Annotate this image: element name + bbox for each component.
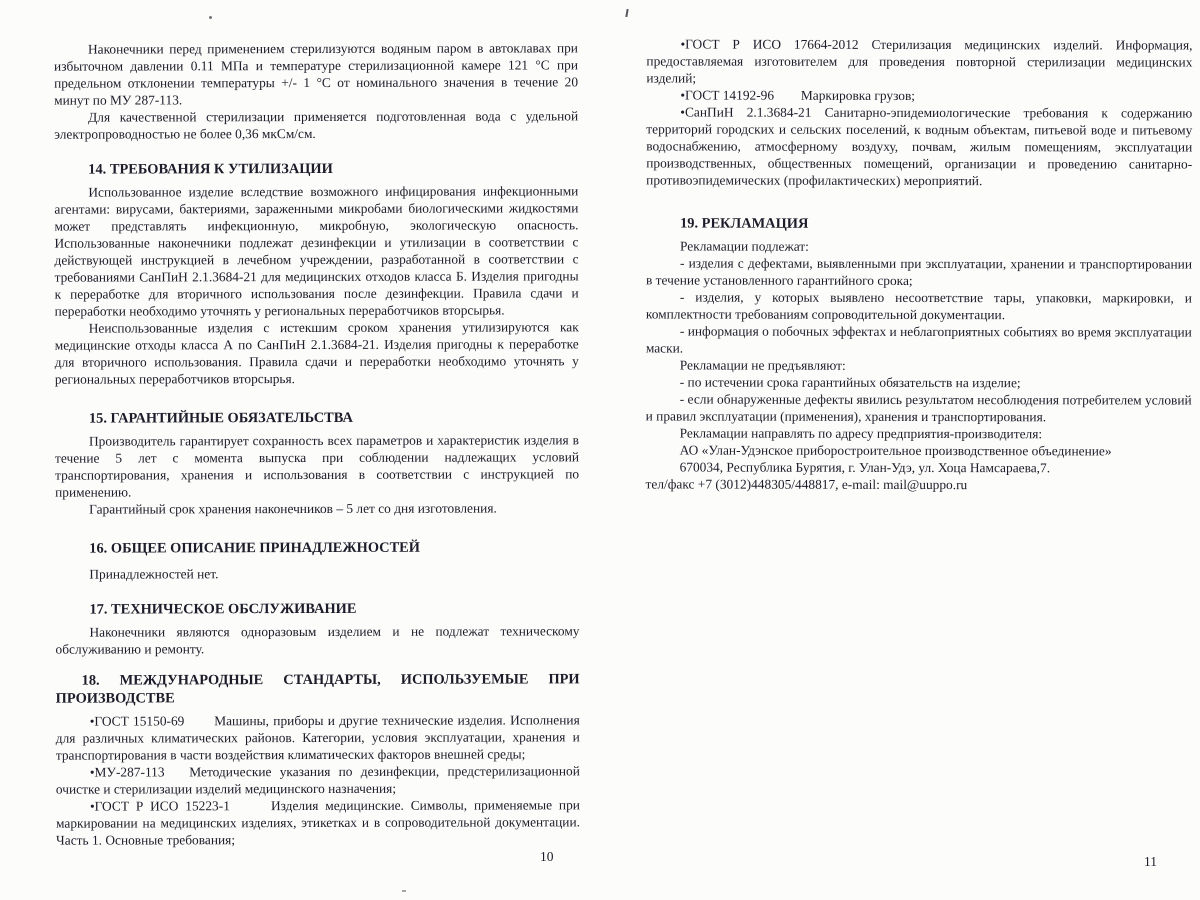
bullet-mu-287-113: •МУ-287-113 Методические указания по дезинфекции, предстерилизационной очистке и стерилизации изделий медицинского назначения;: [55, 763, 580, 797]
paragraph-accessories: Принадлежностей нет.: [89, 566, 219, 582]
paragraph-manufacturer-address: 670034, Республика Бурятия, г. Улан-Удэ, ул. Хоца Намсараева,7.: [679, 459, 1051, 476]
page-10: [54, 39, 580, 848]
paragraph-claim-packaging: - изделия, у которых выявлено несоответствие тары, упаковки, маркировки, и комплектности требованиям сопроводительной документации.: [645, 289, 1192, 323]
bullet-gost-iso-15223: •ГОСТ Р ИСО 15223-1 Изделия медицинские. Символы, применяемые при маркировании на медицинских изделиях, этикетках и в сопроводительной документации. Часть 1. Основные требования;: [55, 797, 581, 848]
paragraph-claim-defects: - изделия с дефектами, выявленными при эксплуатации, хранении и транспортировании в течение установленного гарантийного срока;: [645, 255, 1193, 288]
bullet-gost-iso-17664: •ГОСТ Р ИСО 17664-2012 Стерилизация медицинских изделий. Информация, предоставляемая изготовителем для проведения повторной стерилизации медицинских изделий;: [646, 36, 1193, 86]
paragraph-no-claims-intro: Рекламации не предъявляют:: [679, 357, 846, 373]
paragraph-claims-intro: Рекламации подлежат:: [680, 238, 809, 254]
paragraph-sterilization: Наконечники перед применением стерилизуются водяным паром в автоклавах при избыточном давлении 0.11 МПа и температуре стерилизационной камере 121 °С при предельном отклонении температуры +/- 1 °С от номинального значения в течение 20 минут по МУ 287-113.: [53, 40, 579, 108]
page-11: [646, 35, 1193, 493]
bullet-sanpin-3684: •СанПиН 2.1.3684-21 Санитарно-эпидемиологические требования к содержанию территорий городских и сельских поселений, к водным объектам, питьевой воде и питьевому водоснабжению, атмосферному воздуху, почвам, жилым помещениям, эксплуатации производственных, общественных помещений, организации и проведению санитарно-противоэпидемических (профилактических) мероприятий.: [646, 104, 1193, 189]
paragraph-no-claim-misuse: - если обнаруженные дефекты явились результатом несоблюдения потребителем условий и правил эксплуатации (применения), хранения и транспортирования.: [645, 391, 1192, 425]
scan-speck: [625, 9, 628, 17]
scan-speck: [209, 16, 212, 19]
section-heading-18-standards: 18. МЕЖДУНАРОДНЫЕ СТАНДАРТЫ, ИСПОЛЬЗУЕМЫЕ ПРИ ПРОИЗВОДСТВЕ: [55, 671, 580, 707]
page-number-10: 10: [540, 849, 554, 864]
section-heading-15-warranty: 15. ГАРАНТИЙНЫЕ ОБЯЗАТЕЛЬСТВА: [88, 409, 353, 427]
paragraph-used-products: Использованное изделие вследствие возможного инфицирования инфекционными агентами: вирусами, бактериями, зараженными микробами биологическими жидкостями может представлять инфекционную, микробную, экологическую опасность. Использованные наконечники подлежат дезинфекции и утилизации в соответствии с действующей инструкцией в лечебном учреждении, разработанной в соответствии с требованиями СанПиН 2.1.3684-21 для медицинских отходов класса Б. Изделия пригодны к переработке для вторичного использования после дезинфекции. Правила сдачи и переработки необходимо уточнять у региональных переработчиков вторсырья.: [54, 183, 579, 319]
paragraph-claims-address-intro: Рекламации направлять по адресу предприятия-производителя:: [679, 425, 1043, 442]
paragraph-no-claim-expired: - по истечении срока гарантийных обязательств на изделие;: [679, 374, 1021, 391]
scan-speck: [402, 890, 406, 892]
page-number-11: 11: [1144, 854, 1157, 869]
paragraph-warranty: Производитель гарантирует сохранность всех параметров и характеристик изделия в течение 5 лет с момента выпуска при соблюдении надлежащих условий транспортирования, хранения и использования в соответствии с инструкцией по применению.: [55, 432, 580, 500]
bullet-gost-15150: •ГОСТ 15150-69 Машины, приборы и другие технические изделия. Исполнения для различных климатических районов. Категории, условия эксплуатации, хранения и транспортирования в части воздействия климатических факторов внешней среды;: [55, 712, 580, 763]
bullet-gost-14192: •ГОСТ 14192-96 Маркировка грузов;: [680, 87, 916, 103]
paragraph-warranty-term: Гарантийный срок хранения наконечников – 5 лет со дня изготовления.: [89, 500, 497, 517]
paragraph-unused-products: Неиспользованные изделия с истекшим сроком хранения утилизируются как медицинские отходы класса А по СанПиН 2.1.3684-21. Изделия пригодны к переработке для вторичного использования. Правила сдачи и переработки необходимо уточнять у региональных переработчиков вторсырья.: [54, 319, 579, 387]
section-heading-19-claims: 19. РЕКЛАМАЦИЯ: [680, 215, 809, 232]
paragraph-maintenance: Наконечники являются одноразовым изделием и не подлежат техническому обслуживанию и ремонту.: [55, 623, 580, 657]
paragraph-manufacturer-contacts: тел/факс +7 (3012)448305/448817, e-mail: mail@uuppo.ru: [645, 476, 968, 493]
paragraph-manufacturer-name: АО «Улан-Удэнское приборостроительное производственное объединение»: [679, 442, 1112, 459]
section-heading-16-accessories: 16. ОБЩЕЕ ОПИСАНИЕ ПРИНАДЛЕЖНОСТЕЙ: [89, 539, 420, 557]
paragraph-water-quality: Для качественной стерилизации применяется подготовленная вода с удельной электропроводностью не более 0,36 мкСм/см.: [54, 108, 579, 142]
section-heading-17-maintenance: 17. ТЕХНИЧЕСКОЕ ОБСЛУЖИВАНИЕ: [89, 600, 357, 618]
section-heading-14-utilization: 14. ТРЕБОВАНИЯ К УТИЛИЗАЦИИ: [88, 160, 333, 178]
paragraph-claim-side-effects: - информация о побочных эффектах и неблагоприятных событиях во время эксплуатации маски.: [645, 323, 1192, 356]
